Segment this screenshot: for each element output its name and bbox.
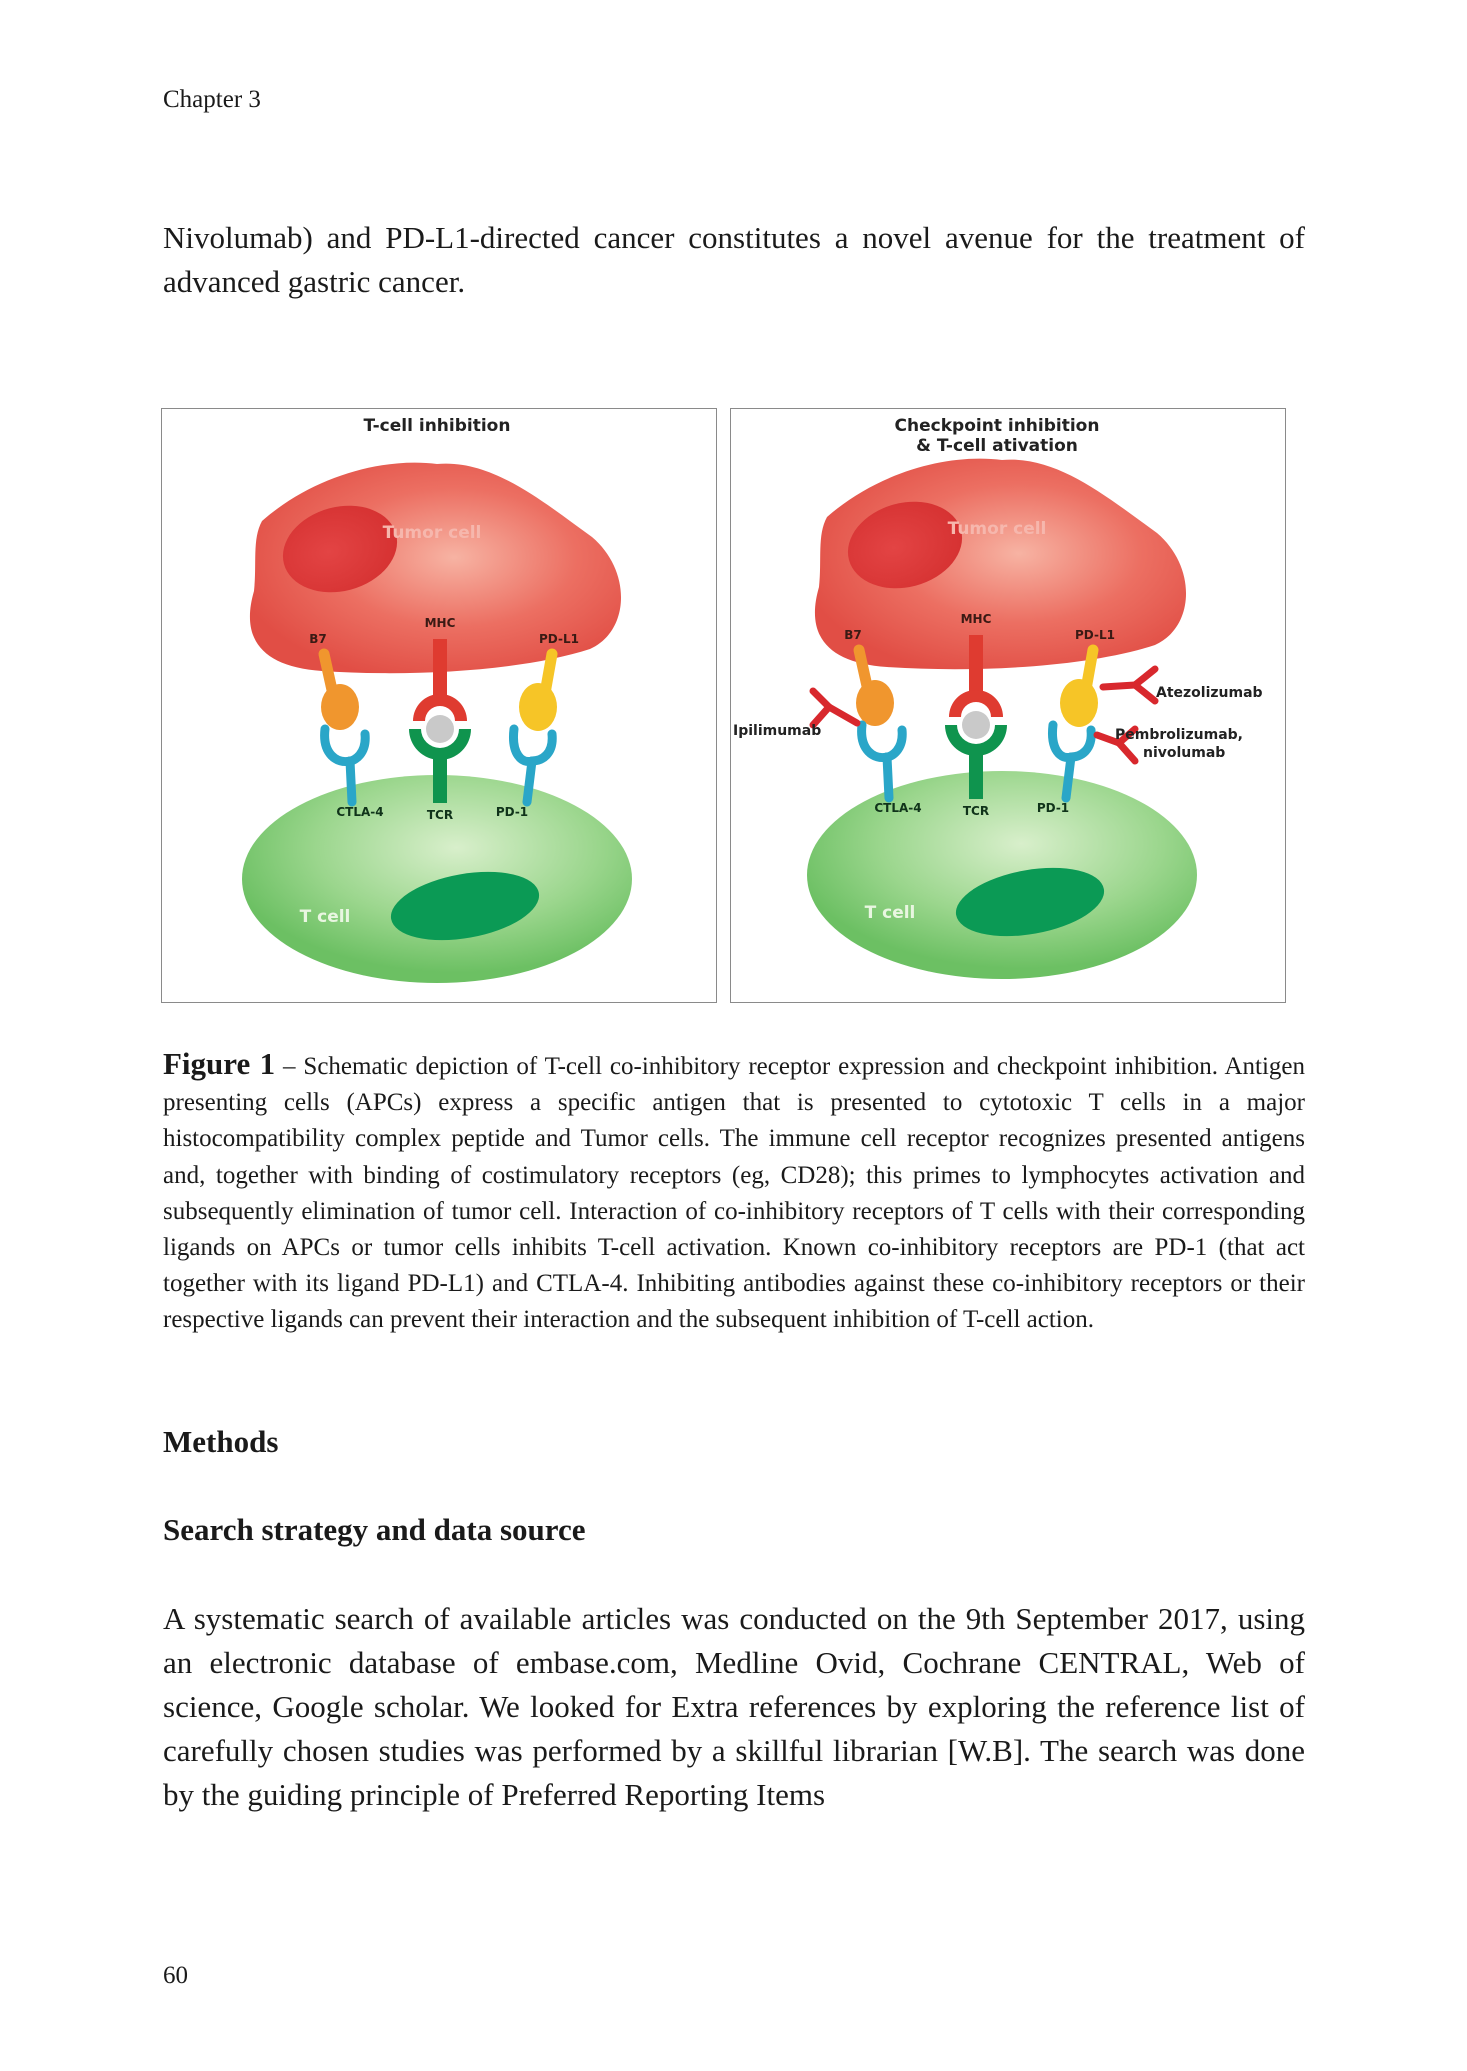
tumor-cell-label: Tumor cell [382,523,482,543]
ctla4-label: CTLA-4 [336,805,384,819]
antibody-ipilimumab-icon [813,691,857,725]
mhc-label: MHC [424,616,456,630]
pdl1-label: PD-L1 [539,632,579,646]
panel-checkpoint-inhibition [730,408,1286,1003]
nivolumab-label: nivolumab [1143,745,1226,761]
b7-label: B7 [309,632,327,646]
page-number: 60 [163,1962,188,1989]
running-head: Chapter 3 [163,86,261,113]
ipilimumab-label: Ipilimumab [733,723,822,739]
panel-title: T-cell inhibition [363,416,511,436]
atezolizumab-label: Atezolizumab [1156,685,1263,701]
panel-title-line2: & T-cell ativation [916,436,1078,456]
figure-1 [161,408,1289,1004]
pdl1-label: PD-L1 [1075,628,1115,642]
intro-paragraph: Nivolumab) and PD-L1-directed cancer constitutes a novel avenue for the treatment of advanced gastric cancer. [163,220,1305,299]
panel-t-cell-inhibition [161,408,717,1003]
section-heading-methods: Methods [163,1424,279,1459]
pd1-label: PD-1 [495,805,529,819]
pd1-label: PD-1 [1036,801,1070,815]
mhc-label: MHC [960,612,992,626]
pdl1-ligand [519,654,557,731]
t-cell-label: T cell [864,903,916,923]
ctla4-receptor [862,725,903,798]
antibody-atezolizumab-icon [1103,669,1155,701]
t-cell [242,775,632,983]
t-cell [807,771,1197,979]
subsection-heading-search-strategy: Search strategy and data source [163,1512,586,1547]
b7-label: B7 [844,628,862,642]
caption-text: – Schematic depiction of T-cell co-inhibitory receptor expression and checkpoint inhibition. Antigen presenting cells (APCs) express a specific antigen that is presented to cytotoxic T cells in a major histocompatibility complex peptide and Tumor cells. The immune cell receptor recognizes presented antigens and, together with binding of costimulatory receptors (eg, CD28); this primes to lymphocytes activation and subsequently elimination of tumor cell. Interaction of co-inhibitory receptors of T cells with their corresponding ligands on APCs or tumor cells inhibits T-cell activation. Known co-inhibitory receptors are PD-1 (that act together with its ligand PD-L1) and CTLA-4. Inhibiting antibodies against these co-inhibitory receptors or their respective ligands can prevent their interaction and the subsequent inhibition of T-cell action. [163,1053,1305,1334]
search-strategy-paragraph: A systematic search of available articles was conducted on the 9th September 2017, using an electronic database of embase.com, Medline Ovid, Cochrane CENTRAL, Web of science, Google scholar. We looked for Extra references by exploring the reference list of carefully chosen studies was performed by a skillful librarian [W.B]. The search was done by the guiding principle of Preferred Reporting Items [163,1601,1305,1812]
ctla4-label: CTLA-4 [874,801,922,815]
tcr-label: TCR [962,804,990,818]
panel-title-line1: Checkpoint inhibition [894,416,1100,436]
figure-caption [163,1046,1305,1339]
figure-label: Figure 1 [163,1046,276,1081]
tcr-label: TCR [426,808,454,822]
tumor-cell-label: Tumor cell [947,519,1047,539]
t-cell-label: T cell [299,907,351,927]
pembrolizumab-label: Pembrolizumab, [1115,727,1243,743]
